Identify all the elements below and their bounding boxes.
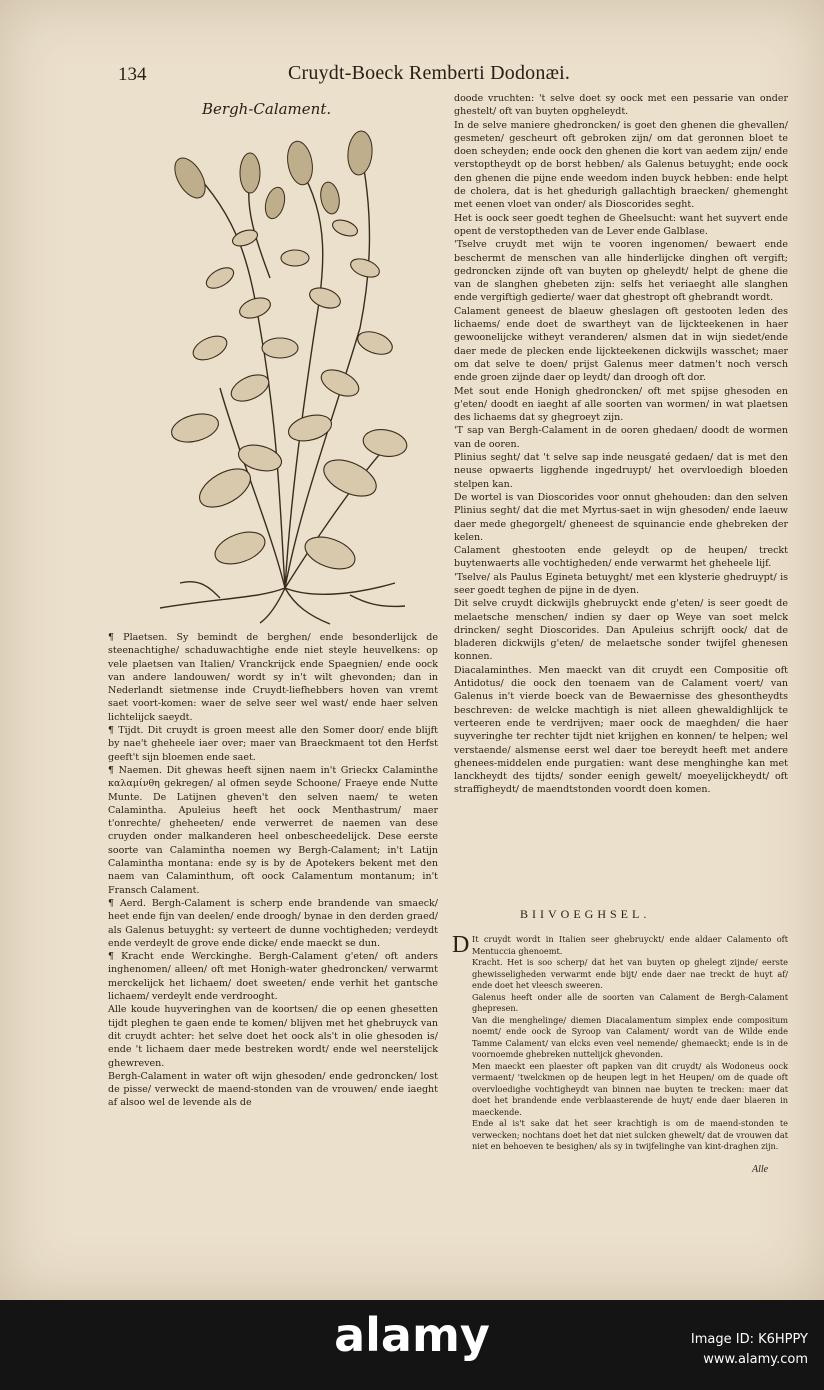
paragraph: Calament ghestooten ende geleydt op de heupen/ treckt buytenwaerts alle vochtigheden/ ende verwarmt het gheheele lijf. <box>454 545 788 570</box>
paragraph: Ende al is't sake dat het seer krachtigh is om de maend-stonden te verwecken; nochtans doet het dat niet sulcken ghewelt/ dat de vrouwen dat niet en behoeven te besighen/ als sy in twijfelinghe van kint-draghen zijn. <box>472 1118 788 1151</box>
drop-cap: D <box>452 932 470 958</box>
watermark-logo: alamy <box>334 1308 490 1362</box>
page-number: 134 <box>118 64 147 85</box>
paragraph: ¶ Aerd. Bergh-Calament is scherp ende brandende van smaeck/ heet ende fijn van deelen/ ende droogh/ bynae in den derden graed/ als Galenus betuyght: sy verteert de dunne vochtigheden; verdeydt ende verdeylt de grove ende dicke/ ende maeckt se dun. <box>108 897 438 949</box>
paragraph: 'Tselve cruydt met wijn te vooren ingenomen/ bewaert ende beschermt de menschen van alle hinderlijcke dinghen oft vergift; gedroncken zijnde oft van buyten op gheleydt/ helpt de ghene die van de slanghen ghebeten zijn: selfs het veriaeght alle slanghen ende vergiftigh gedierte/ waer dat ghestropt oft ghebrandt wordt. <box>454 239 788 304</box>
addendum-heading: BIIVOEGHSEL. <box>520 907 651 921</box>
paragraph: doode vruchten: 't selve doet sy oock met een pessarie van onder ghestelt/ oft van buyten opgheleydt. <box>454 93 788 118</box>
website-label: www.alamy.com <box>703 1352 808 1367</box>
paragraph: 'T sap van Bergh-Calament in de ooren ghedaen/ doodt de wormen van de ooren. <box>454 425 788 450</box>
paragraph: Van die menghelinge/ diemen Diacalamentum simplex ende compositum noemt/ ende oock de Syroop van Calament/ wordt van de Wilde ende Tamme Calament/ van elcks even veel nemende/ ghemaeckt; ende is in de voornoemde ghebreken nuttelijck ghevonden. <box>472 1014 788 1059</box>
paragraph: Men maeckt een plaester oft papken van dit cruydt/ als Wodoneus oock vermaent/ 'twelckmen op de heupen legt in het Heupen/ om de quade oft overvloedighe vochtigheydt van binnen nae buyten te trecken: maer dat doet het brandende ende verblaasterende de huyt/ ende daer blaeren in maeckende. <box>472 1060 788 1117</box>
catchword: Alle <box>752 1164 769 1175</box>
paragraph: It cruydt wordt in Italien seer ghebruyckt/ ende aldaer Calamento oft Mentuccia ghenoemt. <box>472 934 788 956</box>
paragraph: Diacalaminthes. Men maeckt van dit cruydt een Compositie oft Antidotus/ die oock den toenaem van de Calament voert/ van Galenus in't vierde boeck van de Bewaernisse des ghesontheydts beschreven: de welcke machtigh is niet alleen ghewaldighlijck te verteeren ende te verdrijven; maer oock de maeghden/ die haer suyveringhe ter rechter tijdt niet krijghen en konnen/ te helpen; wel verstaende/ alsmense eerst wel daer toe bereydt heeft met andere ghenees-middelen ende purgatien: want dese menghinghe kan met lanckheydt des tijdts/ sonder eenigh gewelt/ moeyelijckheydt/ oft straffigheydt/ de maendtstonden voordt doen komen. <box>454 664 788 796</box>
paragraph: Alle koude huyveringhen van de koortsen/ die op eenen ghesetten tijdt pleghen te gaen ende te komen/ blijven met het ghebruyck van dit cruydt achter: het selve doet het oock als't in olie ghesoden is/ ende 't lichaem daer mede bestreken wordt/ ende wel neerstelijck ghewreven. <box>108 1004 438 1069</box>
paragraph: ¶ Kracht ende Werckinghe. Bergh-Calament g'eten/ oft anders inghenomen/ alleen/ oft met Honigh-water ghedroncken/ verwarmt merckelijck het lichaem/ doet sweeten/ ende verhit het gantsche lichaem/ verdeylt ende verdrooght. <box>108 951 438 1003</box>
paragraph: Kracht. Het is soo scherp/ dat het van buyten op ghelegt zijnde/ eerste ghewisseligheden verwarmt ende bijt/ ende daer nae treckt de huyt af/ ende doet het vleesch sweeren. <box>472 957 788 990</box>
paragraph: In de selve maniere ghedroncken/ is goet den ghenen die ghevallen/ gesmeten/ gescheurt oft gebroken zijn/ om dat geronnen bloet te doen scheyden; ende oock den ghenen die kort van aedem zijn/ ende verstoptheydt op de borst hebben/ als Galenus betuyght; ende oock den ghenen die pijne ende weedom inden buyck hebben: ende helpt de cholera, dat is het ghedurigh gallachtigh braecken/ ghemenght met eenen vloet van onder/ als Dioscorides seght. <box>454 119 788 211</box>
paragraph: De wortel is van Dioscorides voor onnut ghehouden: dan den selven Plinius seght/ dat die met Myrtus-saet in wijn ghesoden/ ende laeuw daer mede ghegorgelt/ gheneest de squinancie ende ghebreken der kelen. <box>454 491 788 543</box>
paragraph: ¶ Naemen. Dit ghewas heeft sijnen naem in't Grieckx Calaminthe καλαμίνθη gekregen/ al ofmen seyde Schoone/ Fraeye ende Nutte Munte. De Latijnen gheven't den selven naem/ te weten Calamintha. Apuleius heeft het oock Menthastrum/ maer t'onrechte/ gheheeten/ ende verwerret de naemen van dese cruyden onder malkanderen heel onbescheedelijck. Dese eerste soorte van Calamintha noemen wy Bergh-Calament; in't Latijn Calamintha montana: ende sy is by de Apotekers bekent met den naem van Calaminthum, oft oock Calamentum montanum; in't Fransch Calament. <box>108 764 438 896</box>
paragraph: 'Tselve/ als Paulus Egineta betuyght/ met een klysterie ghedruypt/ is seer goedt teghen de pijne in de dyen. <box>454 571 788 596</box>
paragraph: Calament geneest de blaeuw gheslagen oft gestooten leden des lichaems/ ende doet de swartheyt van de lijckteekenen in haer gewoonelijcke witheyt veranderen/ alsmen dat in wijn siedet/ende daer mede de plecken ende lijckteekenen dickwijls wasschet; maer om dat selve te doen/ prijst Galenus meer datmen't noch versch ende groen zijnde daer op leydt/ dan droogh oft dor. <box>454 305 788 384</box>
paragraph: Dit selve cruydt dickwijls ghebruyckt ende g'eten/ is seer goedt de melaetsche menschen/ indien sy daer op Weye van soet melck drincken/ seght Dioscorides. Dan Apuleius schrijft oock/ dat de bladeren dickwijls g'eten/ de melaetsche sonder twijfel ghenesen konnen. <box>454 598 788 663</box>
paragraph: Met sout ende Honigh ghedroncken/ oft met spijse ghesoden en g'eten/ doodt en iaeght af alle soorten van wormen/ in wat plaetsen des lichaems dat sy ghegroeyt zijn. <box>454 385 788 424</box>
paragraph: ¶ Plaetsen. Sy bemindt de berghen/ ende besonderlijck de steenachtighe/ schaduwachtighe ende niet steyle heuvelkens: op vele plaetsen van Italien/ Vranckrijck ende Spaegnien/ ende oock van andere landouwen/ wordt sy in't wilt ghevonden; dan in Nederlandt sietmense inde Cruydt-liefhebbers hoven van vremt saet voort-komen: waer de selve seer wel wast/ ende haer selven lichtelijck saeydt. <box>108 632 438 723</box>
plant-title: Bergh-Calament. <box>202 100 332 118</box>
image-id-label: Image ID: K6HPPY <box>690 1332 808 1347</box>
paragraph: Galenus heeft onder alle de soorten van Calament de Bergh-Calament ghepresen. <box>472 991 788 1013</box>
paragraph: ¶ Tijdt. Dit cruydt is groen meest alle den Somer door/ ende blijft by nae't gheheele iaer over; maer van Braeckmaent tot den Herfst geeft't sijn bloemen ende saet. <box>108 725 438 763</box>
right-column <box>454 92 788 797</box>
addendum-text <box>472 934 788 1153</box>
paragraph: Plinius seght/ dat 't selve sap inde neusgaté gedaen/ dat is met den neuse opwaerts ligghende ingedruypt/ het overvloedigh bloeden stelpen kan. <box>454 452 788 490</box>
calamint-woodcut-illustration <box>150 128 420 628</box>
left-column <box>108 631 438 1110</box>
running-head: Cruydt-Boeck Remberti Dodonæi. <box>288 62 571 84</box>
paragraph: Het is oock seer goedt teghen de Gheelsucht: want het suyvert ende opent de verstoptheden van de Lever ende Galblase. <box>454 212 788 237</box>
paragraph: Bergh-Calament in water oft wijn ghesoden/ ende gedroncken/ lost de pisse/ verweckt de maend-stonden van de vrouwen/ ende iaeght af alsoo wel de levende als de <box>108 1070 438 1109</box>
